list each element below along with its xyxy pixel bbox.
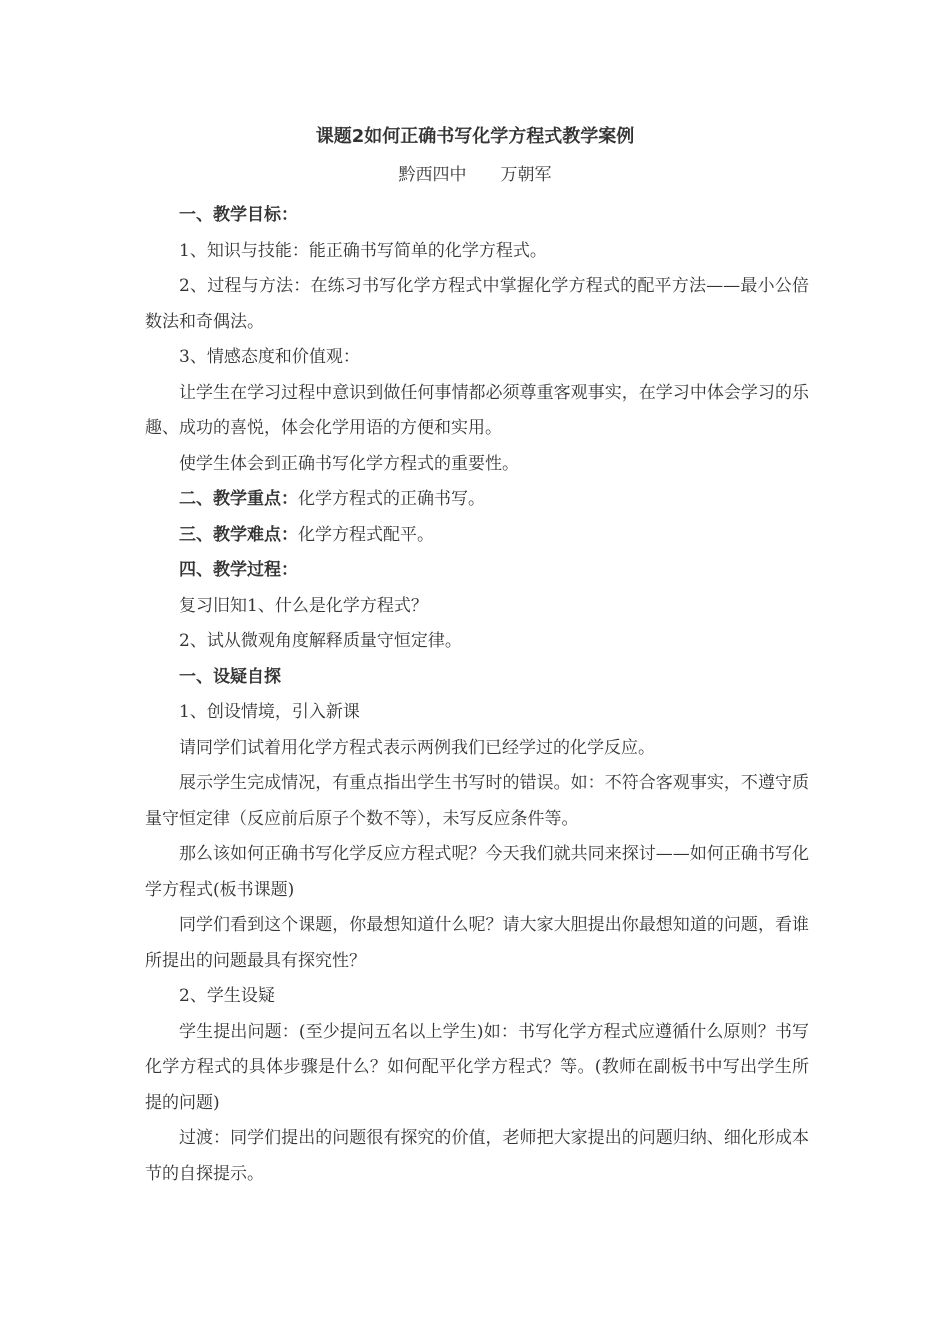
paragraph — [145, 589, 809, 625]
paragraph-text: 化学方程式的正确书写。 — [298, 489, 485, 509]
paragraph — [145, 269, 809, 340]
section-heading: 四、教学过程： — [179, 560, 298, 580]
paragraph-text: 过渡：同学们提出的问题很有探究的价值，老师把大家提出的问题归纳、细化形成本节的自探提示。 — [145, 1128, 809, 1184]
paragraph-text: 请同学们试着用化学方程式表示两例我们已经学过的化学反应。 — [179, 737, 655, 758]
paragraph-text: 化学方程式配平。 — [298, 524, 434, 545]
paragraph — [145, 837, 809, 908]
paragraph-text: 复习旧知1、什么是化学方程式？ — [179, 595, 428, 616]
paragraph-text: 3、情感态度和价值观： — [179, 347, 360, 367]
paragraph — [145, 553, 809, 589]
paragraph — [145, 979, 809, 1015]
paragraph — [145, 624, 809, 660]
paragraph-text: 学生提出问题：(至少提问五名以上学生)如：书写化学方程式应遵循什么原则？书写化学方程式的具体步骤是什么？如何配平化学方程式？等。(教师在副板书中写出学生所提的问题) — [145, 1021, 809, 1113]
paragraph — [145, 660, 809, 696]
section-heading: 三、教学难点： — [179, 524, 298, 545]
paragraph-text: 同学们看到这个课题，你最想知道什么呢？请大家大胆提出你最想知道的问题，看谁所提出的问题最具有探究性？ — [145, 915, 809, 971]
paragraph — [145, 234, 809, 270]
paragraph — [145, 376, 809, 447]
section-heading: 一、设疑自探 — [179, 666, 281, 687]
paragraph-text: 1、创设情境，引入新课 — [179, 702, 360, 722]
paragraph — [145, 198, 809, 234]
author-name: 万朝军 — [500, 165, 552, 185]
paragraph-text: 使学生体会到正确书写化学方程式的重要性。 — [179, 453, 519, 474]
document-body — [145, 198, 809, 1192]
paragraph — [145, 1121, 809, 1192]
paragraph-text: 2、过程与方法：在练习书写化学方程式中掌握化学方程式的配平方法——最小公倍数法和奇偶法。 — [145, 276, 809, 332]
section-heading: 一、教学目标： — [179, 205, 298, 225]
paragraph-text: 让学生在学习过程中意识到做任何事情都必须尊重客观事实，在学习中体会学习的乐趣、成功的喜悦，体会化学用语的方便和实用。 — [145, 382, 809, 438]
paragraph-text: 那么该如何正确书写化学反应方程式呢？今天我们就共同来探讨——如何正确书写化学方程式(板书课题) — [145, 844, 809, 900]
section-heading: 二、教学重点： — [179, 489, 298, 509]
paragraph — [145, 340, 809, 376]
paragraph-text: 2、试从微观角度解释质量守恒定律。 — [179, 631, 462, 651]
paragraph — [145, 908, 809, 979]
paragraph — [145, 731, 809, 767]
byline — [0, 160, 950, 185]
paragraph-text: 展示学生完成情况，有重点指出学生书写时的错误。如：不符合客观事实，不遵守质量守恒定律（反应前后原子个数不等），未写反应条件等。 — [145, 773, 809, 829]
paragraph — [145, 518, 809, 554]
paragraph-text: 2、学生设疑 — [179, 986, 275, 1006]
paragraph-text: 1、知识与技能：能正确书写简单的化学方程式。 — [179, 240, 547, 261]
paragraph — [145, 482, 809, 518]
paragraph — [145, 1015, 809, 1122]
paragraph — [145, 695, 809, 731]
paragraph — [145, 447, 809, 483]
paragraph — [145, 766, 809, 837]
school-name: 黔西四中 — [398, 165, 467, 185]
document-title: 课题2如何正确书写化学方程式教学案例 — [315, 126, 635, 147]
